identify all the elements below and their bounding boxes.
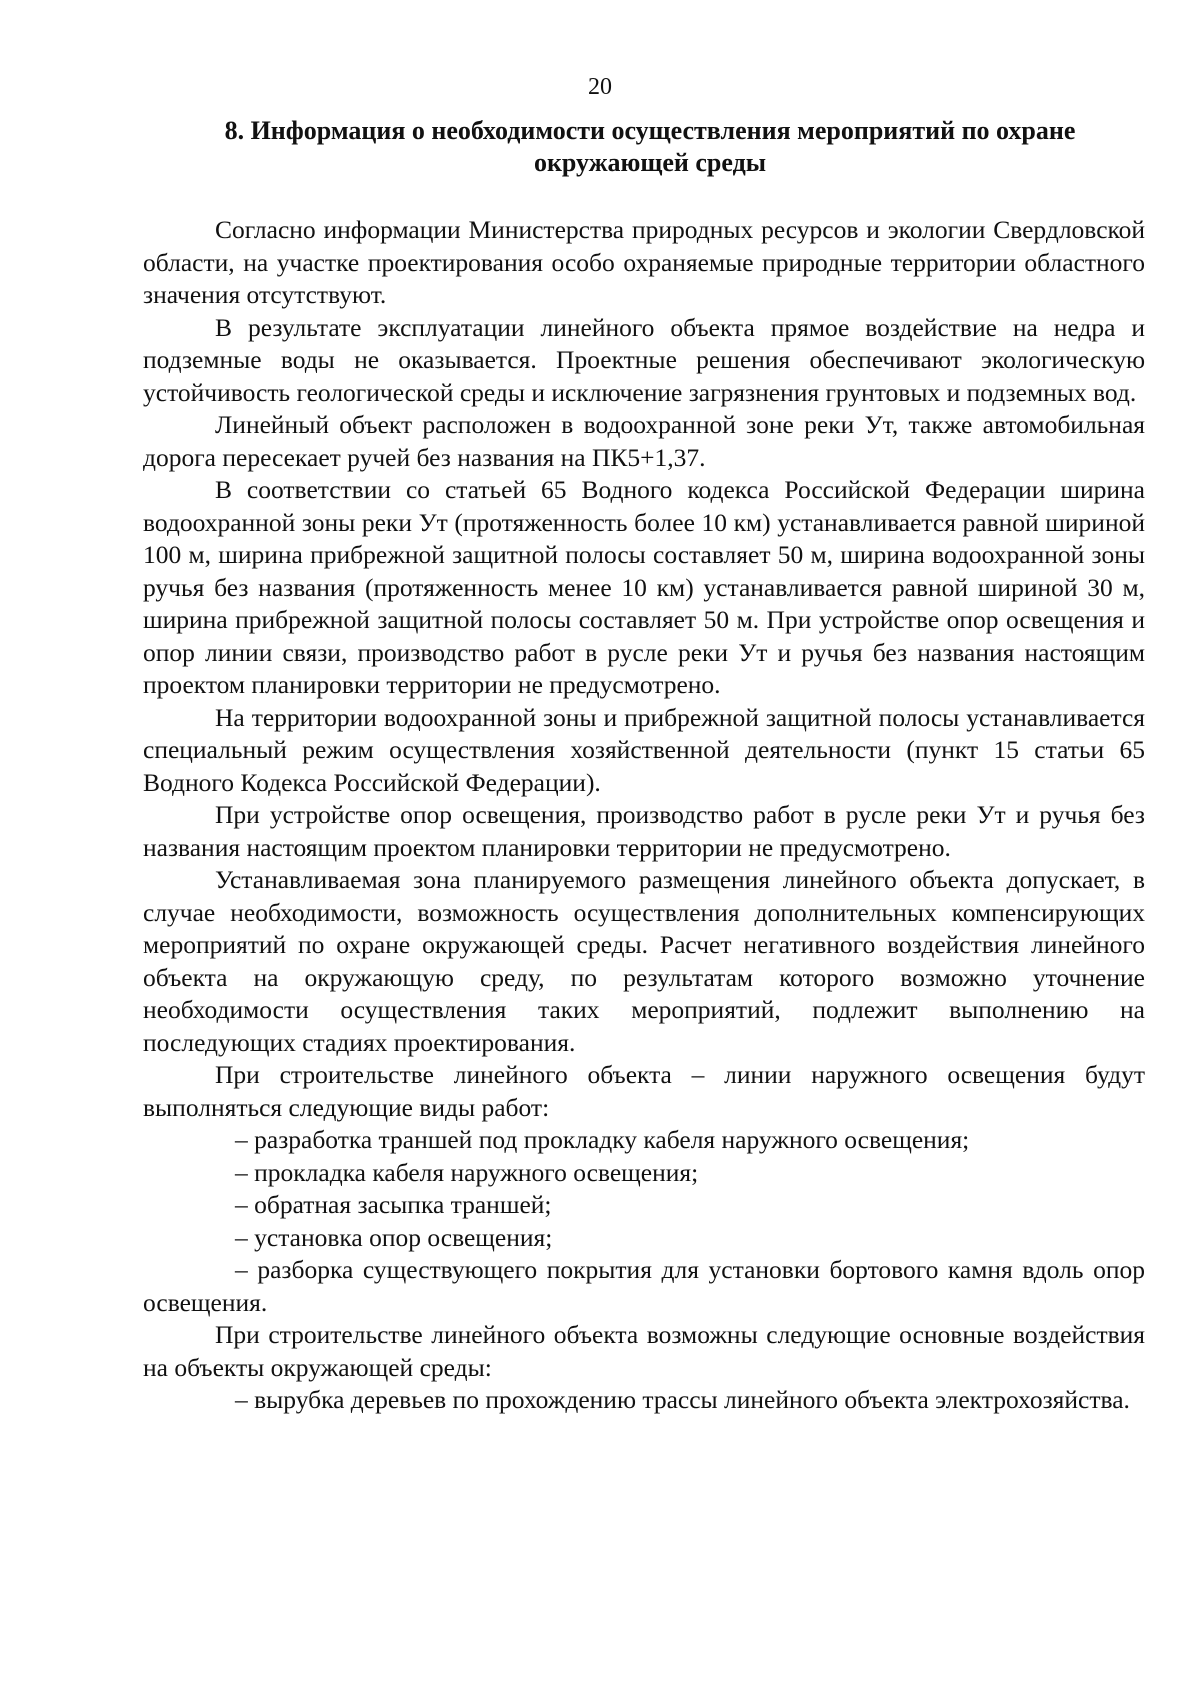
list-item: – установка опор освещения; xyxy=(235,1222,553,1252)
paragraph-special-regime: На территории водоохранной зоны и прибрежной защитной полосы устанавливается специальный режим осуществления хозяйственной деятельности (пункт 15 статьи 65 Водного Кодекса Российской Федерации). xyxy=(143,702,1145,797)
list-item: – прокладка кабеля наружного освещения; xyxy=(235,1157,699,1187)
list-item: – разборка существующего покрытия для установки бортового камня вдоль опор освещения. xyxy=(143,1255,1145,1317)
paragraph-impacts-intro: При строительстве линейного объекта возможны следующие основные воздействия на объекты окружающей среды: xyxy=(143,1320,1145,1382)
paragraph-riverbed-works: При устройстве опор освещения, производство работ в русле реки Ут и ручья без названия настоящим проектом планировки территории не предусмотрено. xyxy=(143,800,1145,862)
list-item: – обратная засыпка траншей; xyxy=(235,1190,552,1219)
list-item: – вырубка деревьев по прохождению трассы линейного объекта электрохозяйства. xyxy=(235,1385,1130,1414)
paragraph-compensating-measures: Устанавливаемая зона планируемого размещения линейного объекта допускает, в случае необходимости, возможность осуществления дополнительных компенсирующих мероприятий по охране окружающей среды. Расчет негативного воздействия линейного объекта на окружающую среду, по результатам которого возможно уточнение необходимости осуществления таких мероприятий, подлежит выполнению на последующих стадиях проектирования. xyxy=(143,865,1145,1057)
paragraph-works-intro: При строительстве линейного объекта – линии наружного освещения будут выполняться следующие виды работ: xyxy=(143,1060,1145,1122)
paragraph-water-protection-zone: Линейный объект расположен в водоохранной зоне реки Ут, также автомобильная дорога пересекает ручей без названия на ПК5+1,37. xyxy=(143,410,1145,472)
paragraph-protected-areas: Согласно информации Министерства природных ресурсов и экологии Свердловской области, на участке проектирования особо охраняемые природные территории областного значения отсутствуют. xyxy=(143,215,1145,309)
section-heading: 8. Информация о необходимости осуществления мероприятий по охране окружающей среды xyxy=(224,116,1076,177)
page-number: 20 xyxy=(588,74,612,100)
list-item: – разработка траншей под прокладку кабеля наружного освещения; xyxy=(235,1125,970,1154)
section-body xyxy=(143,214,1145,1417)
paragraph-subsoil-impact: В результате эксплуатации линейного объекта прямое воздействие на недра и подземные воды не оказывается. Проектные решения обеспечивают экологическую устойчивость геологической среды и исключение загрязнения грунтовых и подземных вод. xyxy=(143,312,1145,407)
paragraph-water-code: В соответствии со статьей 65 Водного кодекса Российской Федерации ширина водоохранной зоны реки Ут (протяженность более 10 км) устанавливается равной шириной 100 м, ширина прибрежной защитной полосы составляет 50 м, ширина водоохранной зоны ручья без названия (протяженность менее 10 км) устанавливается равной шириной 30 м, ширина прибрежной защитной полосы составляет 50 м. При устройстве опор освещения и опор линии связи, производство работ в русле реки Ут и ручья без названия настоящим проектом планировки территории не предусмотрено. xyxy=(143,475,1145,699)
